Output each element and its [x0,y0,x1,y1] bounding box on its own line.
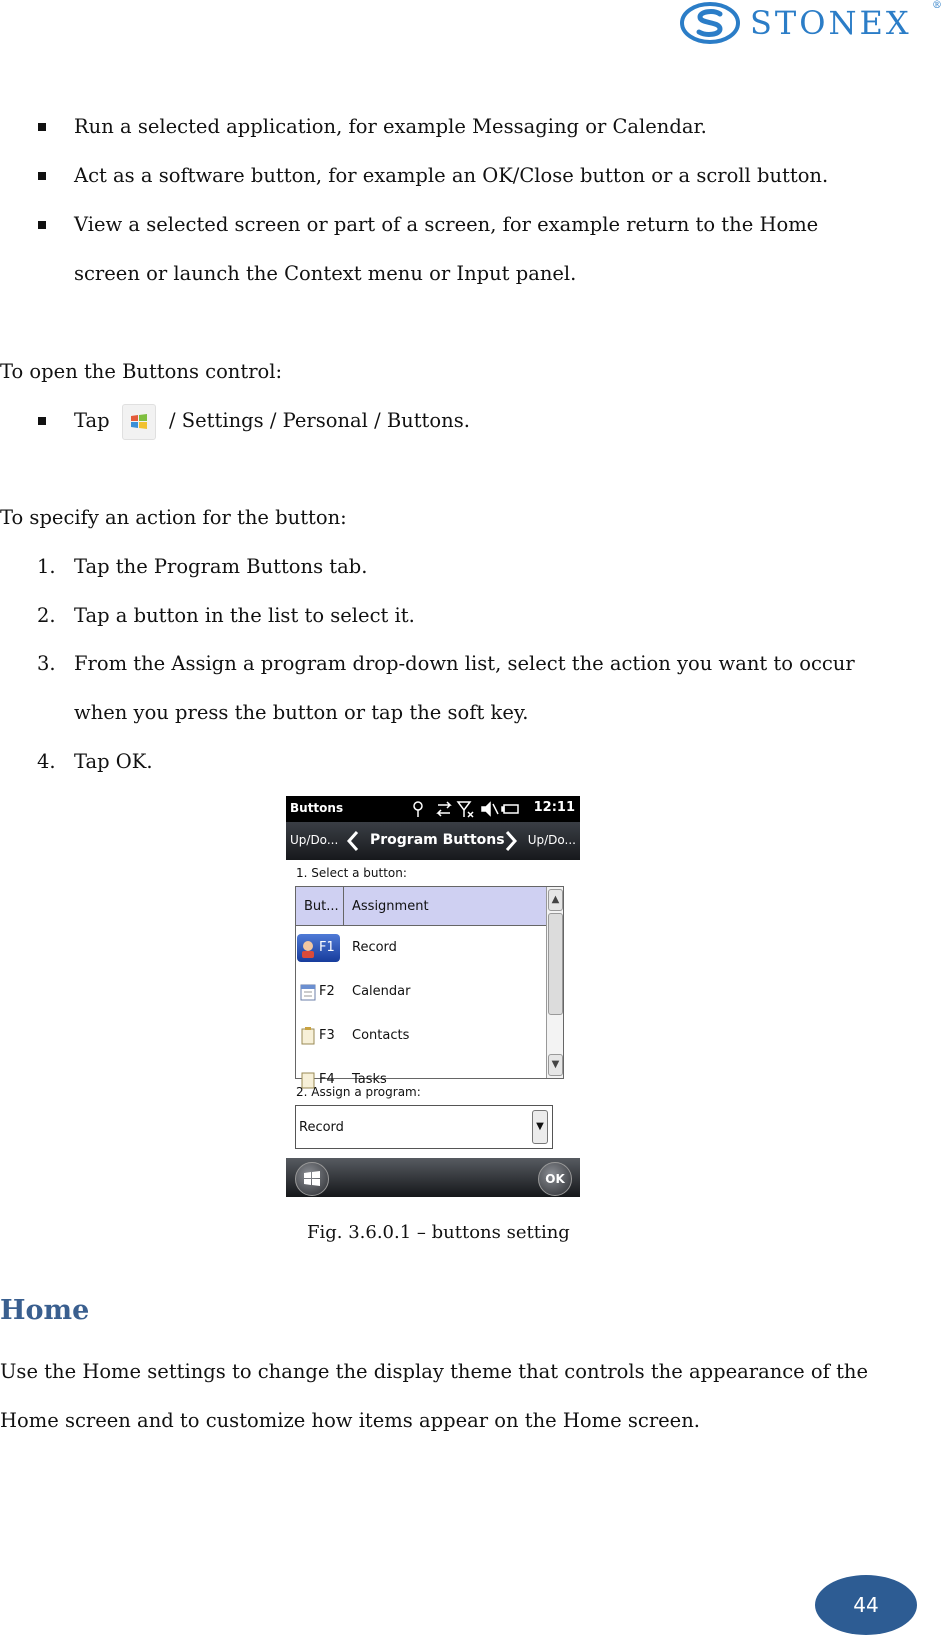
brand-wordmark: STONEX [750,4,912,42]
start-button[interactable] [295,1162,329,1196]
button-key: F2 [319,984,335,999]
tab-next[interactable]: Up/Do... [527,833,576,847]
tab-previous[interactable]: Up/Do... [290,833,339,847]
stonex-emblem-icon [680,2,740,44]
page-number-badge: 44 [815,1575,917,1635]
speaker-muted-icon [482,803,498,815]
column-assignment[interactable]: Assignment [352,899,429,914]
section-heading-home: Home [0,1295,90,1326]
tab-bar [286,822,580,860]
list-item[interactable] [296,1014,547,1058]
column-separator [343,887,344,925]
step-text-continued: when you press the button or tap the soft key. [74,701,529,724]
figure-caption: Fig. 3.6.0.1 – buttons setting [307,1222,570,1243]
bullet-marker [38,417,46,425]
dropdown-value: Record [299,1120,344,1135]
assign-program-label: 2. Assign a program: [296,1085,421,1099]
bullet-text: Run a selected application, for example Messaging or Calendar. [74,115,707,138]
button-assignment: Calendar [352,984,411,999]
home-paragraph-line: Use the Home settings to change the display theme that controls the appearance of the [0,1360,868,1383]
bullet-marker [38,221,46,229]
status-icons [410,798,520,820]
stonex-logo [680,2,942,44]
chevron-left-icon[interactable] [346,830,360,852]
step-number: 3. [37,652,56,675]
open-step-suffix: / Settings / Personal / Buttons. [169,409,470,432]
soft-key-bar [286,1158,580,1197]
signal-off-icon [458,802,473,817]
step-number: 2. [37,604,56,627]
select-button-label: 1. Select a button: [296,866,407,880]
button-list[interactable] [295,886,564,1087]
gps-icon [414,802,422,817]
assign-program-dropdown[interactable] [295,1105,553,1149]
windows-flag-icon [296,1163,328,1195]
open-intro: To open the Buttons control: [0,360,283,383]
step-text: From the Assign a program drop-down list, select the action you want to occur [74,652,855,675]
calendar-app-icon [299,982,317,1002]
list-item[interactable] [296,970,547,1014]
registered-mark: ® [932,0,942,11]
button-key: F4 [319,1072,335,1087]
button-assignment: Tasks [352,1072,387,1087]
status-title: Buttons [290,801,344,815]
button-key: F1 [319,940,335,955]
scroll-up-icon[interactable]: ▲ [548,889,563,911]
open-step-prefix: Tap [74,409,110,432]
list-scrollbar[interactable] [546,887,563,1078]
sync-arrows-icon [438,802,450,816]
chevron-right-icon[interactable] [504,830,518,852]
button-key: F3 [319,1028,335,1043]
bullet-marker [38,123,46,131]
bullet-marker [38,172,46,180]
tab-program-buttons[interactable]: Program Buttons [370,832,505,848]
step-text: Tap a button in the list to select it. [74,604,415,627]
status-time: 12:11 [533,800,575,815]
record-app-icon [299,939,317,959]
buttons-settings-screenshot [286,796,580,1197]
dropdown-arrow-icon[interactable]: ▼ [532,1110,548,1144]
list-header [296,887,547,926]
bullet-text: View a selected screen or part of a screen, for example return to the Home [74,213,819,236]
bullet-text: Act as a software button, for example an OK/Close button or a scroll button. [74,164,829,187]
bullet-text-continued: screen or launch the Context menu or Input panel. [74,262,577,285]
step-text: Tap OK. [74,750,153,773]
specify-intro: To specify an action for the button: [0,506,347,529]
list-item-selected[interactable] [296,926,547,970]
status-bar [286,796,580,822]
scroll-down-icon[interactable]: ▼ [548,1054,563,1076]
button-assignment: Contacts [352,1028,410,1043]
battery-icon [502,805,518,813]
step-number: 4. [37,750,56,773]
column-button[interactable]: But... [304,899,339,914]
button-assignment: Record [352,940,397,955]
step-text: Tap the Program Buttons tab. [74,555,368,578]
contacts-app-icon [299,1026,317,1046]
home-paragraph-line: Home screen and to customize how items appear on the Home screen. [0,1409,700,1432]
scroll-thumb[interactable] [548,913,563,1015]
windows-start-icon [122,404,156,440]
step-number: 1. [37,555,56,578]
ok-button[interactable]: OK [538,1162,572,1196]
